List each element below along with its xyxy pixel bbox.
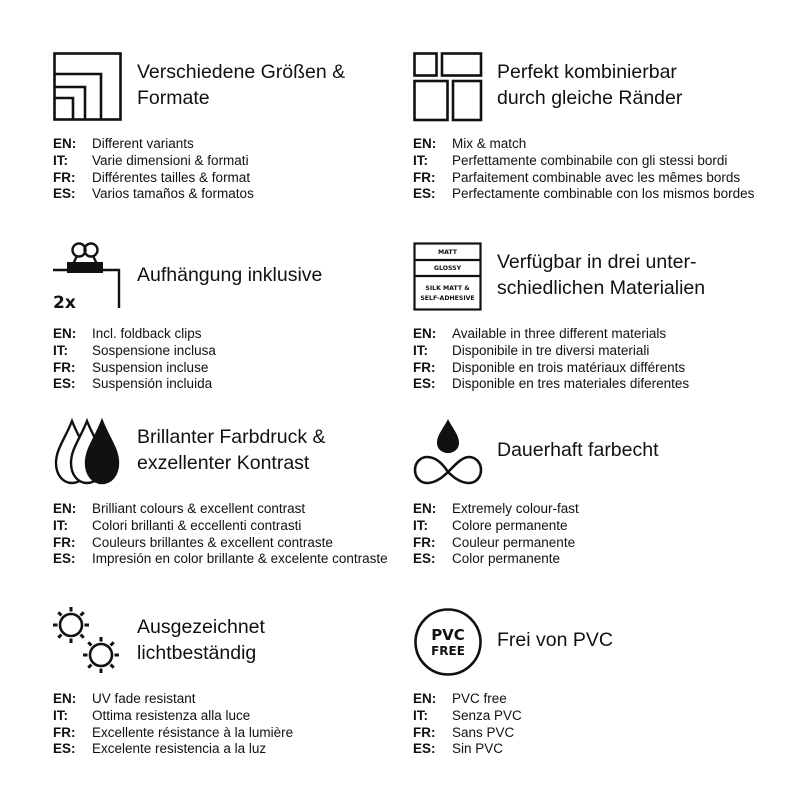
translation-row: FR: Sans PVC	[413, 724, 515, 740]
translation-row: IT: Ottima resistenza alla luce	[53, 707, 251, 723]
feature-title: Verschiedene Größen & Formate	[137, 61, 346, 109]
feature-title: Frei von PVC	[497, 629, 613, 651]
translation-row: FR: Disponible en trois matériaux différents	[413, 359, 686, 375]
sun-ray	[88, 665, 91, 668]
translations	[413, 326, 788, 393]
feature-uv	[53, 607, 413, 787]
translation-row: ES: Suspensión incluida	[53, 376, 213, 392]
sun-ray	[81, 635, 84, 638]
nested-frames-icon	[53, 52, 123, 122]
feature-colour-fast	[413, 417, 773, 597]
translation-row: ES: Sin PVC	[413, 741, 504, 757]
translation-row: IT: Colori brillanti & eccellenti contrasti	[53, 517, 302, 533]
translation-row: ES: Disponible en tres materiales diferentes	[413, 376, 690, 392]
feature-title: Brillanter Farbdruck & exzellenter Kontrast	[137, 426, 326, 474]
translation-row: EN: UV fade resistant	[53, 691, 196, 706]
translation-row: ES: Impresión en color brillante & excelente contraste	[53, 551, 388, 567]
material-label-glossy: GLOSSY	[433, 265, 462, 272]
translations	[53, 691, 428, 758]
feature-sizes	[53, 52, 413, 232]
badge-label-free: FREE	[431, 644, 465, 658]
translations	[413, 501, 788, 568]
sun-ray	[81, 612, 84, 615]
translation-row: IT: Disponibile in tre diversi materiali	[413, 342, 650, 358]
feature-title: Perfekt kombinierbar durch gleiche Ränder	[497, 61, 683, 109]
feature-materials	[413, 242, 773, 422]
sun-ray	[58, 612, 61, 615]
translations	[53, 501, 428, 568]
sun-ray	[111, 642, 114, 645]
foldback-clip-icon	[53, 242, 123, 312]
translation-row: ES: Varios tamaños & formatos	[53, 186, 254, 202]
translation-row: FR: Suspension incluse	[53, 359, 209, 375]
material-label-adhesive: SELF-ADHESIVE	[420, 295, 475, 302]
drop-infinity-icon	[413, 417, 483, 487]
sun-gears-icon	[53, 607, 123, 677]
material-label-silk: SILK MATT &	[425, 285, 470, 292]
material-label-matt: MATT	[437, 249, 458, 256]
feature-hanging	[53, 242, 413, 422]
translation-row: FR: Couleur permanente	[413, 534, 576, 550]
feature-title: Dauerhaft farbecht	[497, 439, 659, 461]
translation-row: EN: Different variants	[53, 136, 194, 151]
sun-ray	[88, 642, 91, 645]
translations	[413, 691, 788, 758]
translation-row: IT: Perfettamente combinabile con gli stessi bordi	[413, 152, 728, 168]
translation-row: ES: Perfectamente combinable con los mismos bordes	[413, 186, 755, 202]
sun-ray	[58, 635, 61, 638]
translation-row: EN: Brilliant colours & excellent contrast	[53, 501, 306, 516]
translation-row: FR: Excellente résistance à la lumière	[53, 724, 294, 740]
translation-row: FR: Couleurs brillantes & excellent contraste	[53, 534, 333, 550]
ink-drops-icon	[53, 417, 123, 487]
translation-row: EN: Mix & match	[413, 136, 527, 151]
translation-row: ES: Excelente resistencia a la luz	[53, 741, 267, 757]
material-stack-icon	[413, 242, 483, 312]
translation-row: FR: Parfaitement combinable avec les mêmes bords	[413, 169, 741, 185]
translation-row: EN: Extremely colour-fast	[413, 501, 579, 516]
feature-title: Aufhängung inklusive	[137, 264, 323, 286]
translation-row: IT: Sospensione inclusa	[53, 342, 216, 358]
pvc-free-badge-icon	[413, 607, 483, 677]
feature-pvc	[413, 607, 773, 787]
translations	[413, 136, 788, 203]
feature-title: Verfügbar in drei unter- schiedlichen Materialien	[497, 251, 706, 299]
feature-title: Ausgezeichnet lichtbeständig	[137, 616, 265, 664]
badge-label-pvc: PVC	[431, 626, 465, 644]
translation-row: IT: Senza PVC	[413, 707, 522, 723]
sun-ray	[111, 665, 114, 668]
frame-grid-icon	[413, 52, 483, 122]
translations	[53, 326, 428, 393]
translation-row: ES: Color permanente	[413, 551, 561, 567]
feature-colour	[53, 417, 413, 597]
translation-row: IT: Varie dimensioni & formati	[53, 152, 249, 168]
feature-combine	[413, 52, 773, 232]
translation-row: EN: PVC free	[413, 691, 507, 706]
translation-row: FR: Différentes tailles & format	[53, 169, 251, 185]
translation-row: EN: Available in three different materials	[413, 326, 667, 341]
translation-row: EN: Incl. foldback clips	[53, 326, 202, 341]
translation-row: IT: Colore permanente	[413, 517, 568, 533]
clip-count-label: 2x	[53, 293, 76, 313]
translations	[53, 136, 428, 203]
